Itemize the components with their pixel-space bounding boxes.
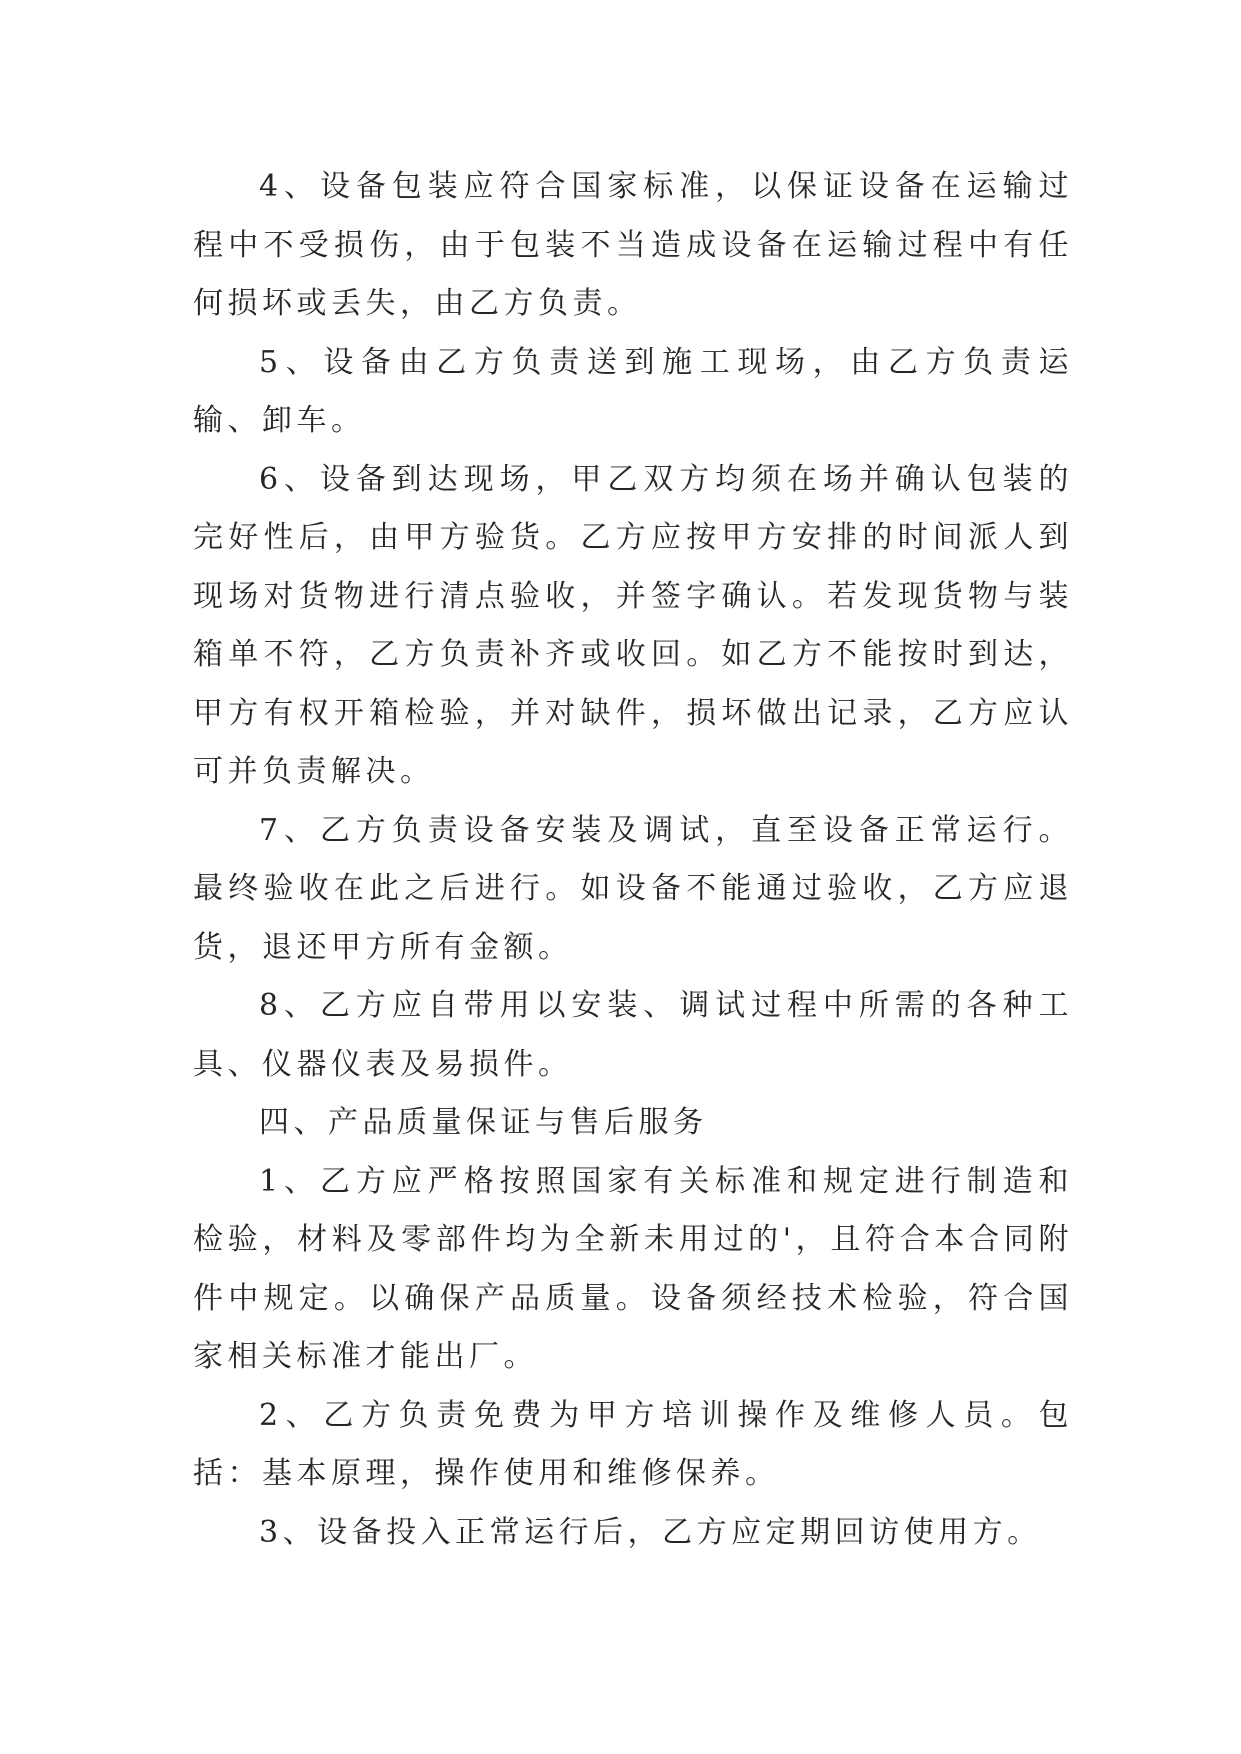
clause-3-8-tools: 8、乙方应自带用以安装、调试过程中所需的各种工具、仪器仪表及易损件。	[193, 988, 1073, 1082]
clause-3-5-delivery: 5、设备由乙方负责送到施工现场，由乙方负责运输、卸车。	[193, 344, 1073, 438]
document-body	[193, 158, 1073, 1562]
clause-3-7-installation: 7、乙方负责设备安装及调试，直至设备正常运行。最终验收在此之后进行。如设备不能通过验收，乙方应退货，退还甲方所有金额。	[193, 812, 1073, 965]
clause-3-6-inspection: 6、设备到达现场，甲乙双方均须在场并确认包装的完好性后，由甲方验货。乙方应按甲方安排的时间派人到现场对货物进行清点验收，并签字确认。若发现货物与装箱单不符，乙方负责补齐或收回。如乙方不能按时到达，甲方有权开箱检验，并对缺件，损坏做出记录，乙方应认可并负责解决。	[193, 461, 1073, 789]
clause-3-4-packaging: 4、设备包装应符合国家标准，以保证设备在运输过程中不受损伤，由于包装不当造成设备在运输过程中有任何损坏或丢失，由乙方负责。	[193, 169, 1073, 321]
section-heading-quality: 四、产品质量保证与售后服务	[259, 1105, 708, 1140]
clause-4-3-followup: 3、设备投入正常运行后，乙方应定期回访使用方。	[259, 1514, 1042, 1550]
clause-4-1-standards: 1、乙方应严格按照国家有关标准和规定进行制造和检验，材料及零部件均为全新未用过的'，且符合本合同附件中规定。以确保产品质量。设备须经技术检验，符合国家相关标准才能出厂。	[193, 1163, 1073, 1374]
clause-4-2-training: 2、乙方负责免费为甲方培训操作及维修人员。包括：基本原理，操作使用和维修保养。	[193, 1397, 1073, 1491]
